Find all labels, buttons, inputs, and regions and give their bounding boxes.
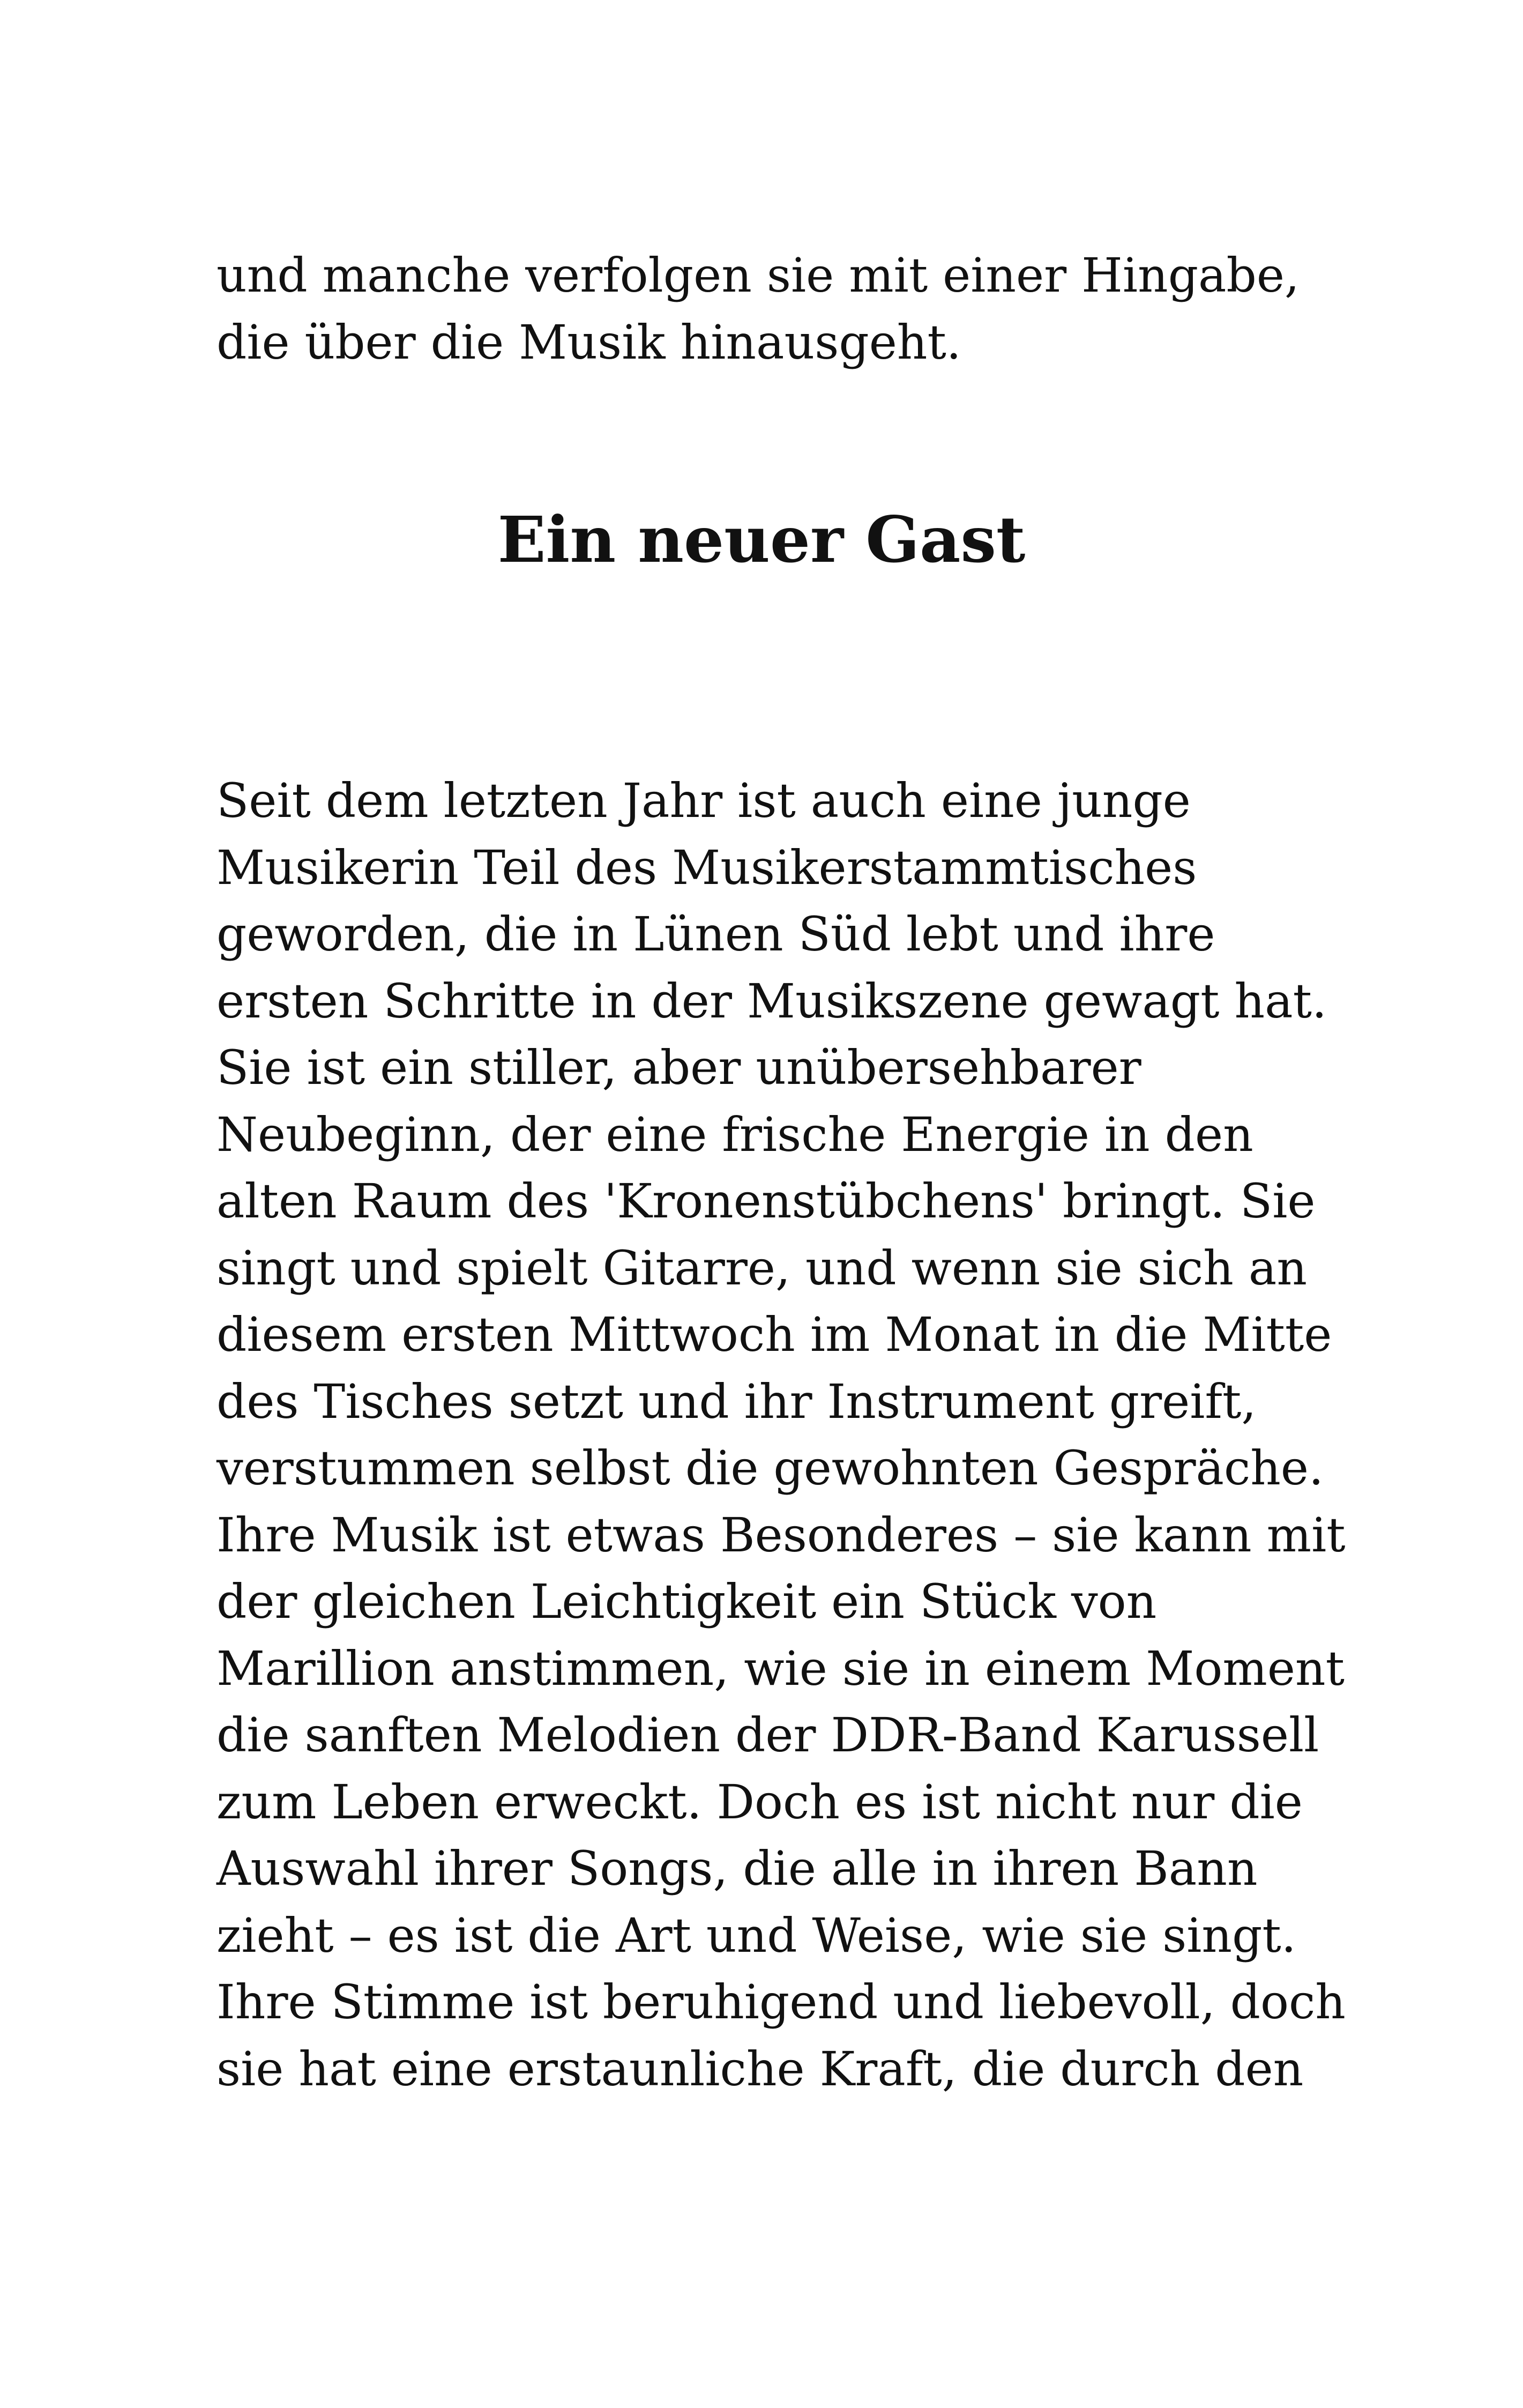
body-line: Marillion anstimmen, wie sie in einem Moment — [216, 1640, 1345, 1696]
body-line: Seit dem letzten Jahr ist auch eine junge — [216, 773, 1191, 828]
chapter-heading: Ein neuer Gast — [497, 502, 1026, 577]
body-line: Ihre Musik ist etwas Besonderes – sie kann mit — [216, 1507, 1346, 1563]
body-paragraph — [216, 768, 1346, 2102]
body-line: des Tisches setzt und ihr Instrument greift, — [216, 1373, 1257, 1429]
body-line: ersten Schritte in der Musikszene gewagt hat. — [216, 973, 1327, 1029]
body-line: der gleichen Leichtigkeit ein Stück von — [216, 1574, 1157, 1629]
body-line: diesem ersten Mittwoch im Monat in die Mitte — [216, 1307, 1332, 1362]
body-line: Ihre Stimme ist beruhigend und liebevoll, doch — [216, 1974, 1346, 2030]
body-line: alten Raum des 'Kronenstübchens' bringt. Sie — [216, 1173, 1316, 1229]
intro-paragraph — [216, 242, 1342, 376]
body-line: geworden, die in Lünen Süd lebt und ihre — [216, 906, 1215, 962]
body-line: Auswahl ihrer Songs, die alle in ihren Bann — [216, 1841, 1258, 1896]
body-line: zum Leben erweckt. Doch es ist nicht nur die — [216, 1774, 1303, 1830]
intro-line-1: und manche verfolgen sie mit einer Hingabe, — [216, 248, 1300, 303]
body-line: Sie ist ein stiller, aber unübersehbarer — [216, 1040, 1141, 1095]
body-line: die sanften Melodien der DDR-Band Karussell — [216, 1707, 1319, 1763]
body-line: Musikerin Teil des Musikerstammtisches — [216, 839, 1197, 895]
body-line: verstummen selbst die gewohnten Gespräche. — [216, 1440, 1324, 1496]
body-line: singt und spielt Gitarre, und wenn sie sich an — [216, 1240, 1308, 1296]
body-line: Neubeginn, der eine frische Energie in den — [216, 1106, 1253, 1162]
intro-line-2: die über die Musik hinausgeht. — [216, 314, 961, 370]
body-line: zieht – es ist die Art und Weise, wie sie singt. — [216, 1907, 1296, 1963]
body-line: sie hat eine erstaunliche Kraft, die durch den — [216, 2041, 1304, 2097]
